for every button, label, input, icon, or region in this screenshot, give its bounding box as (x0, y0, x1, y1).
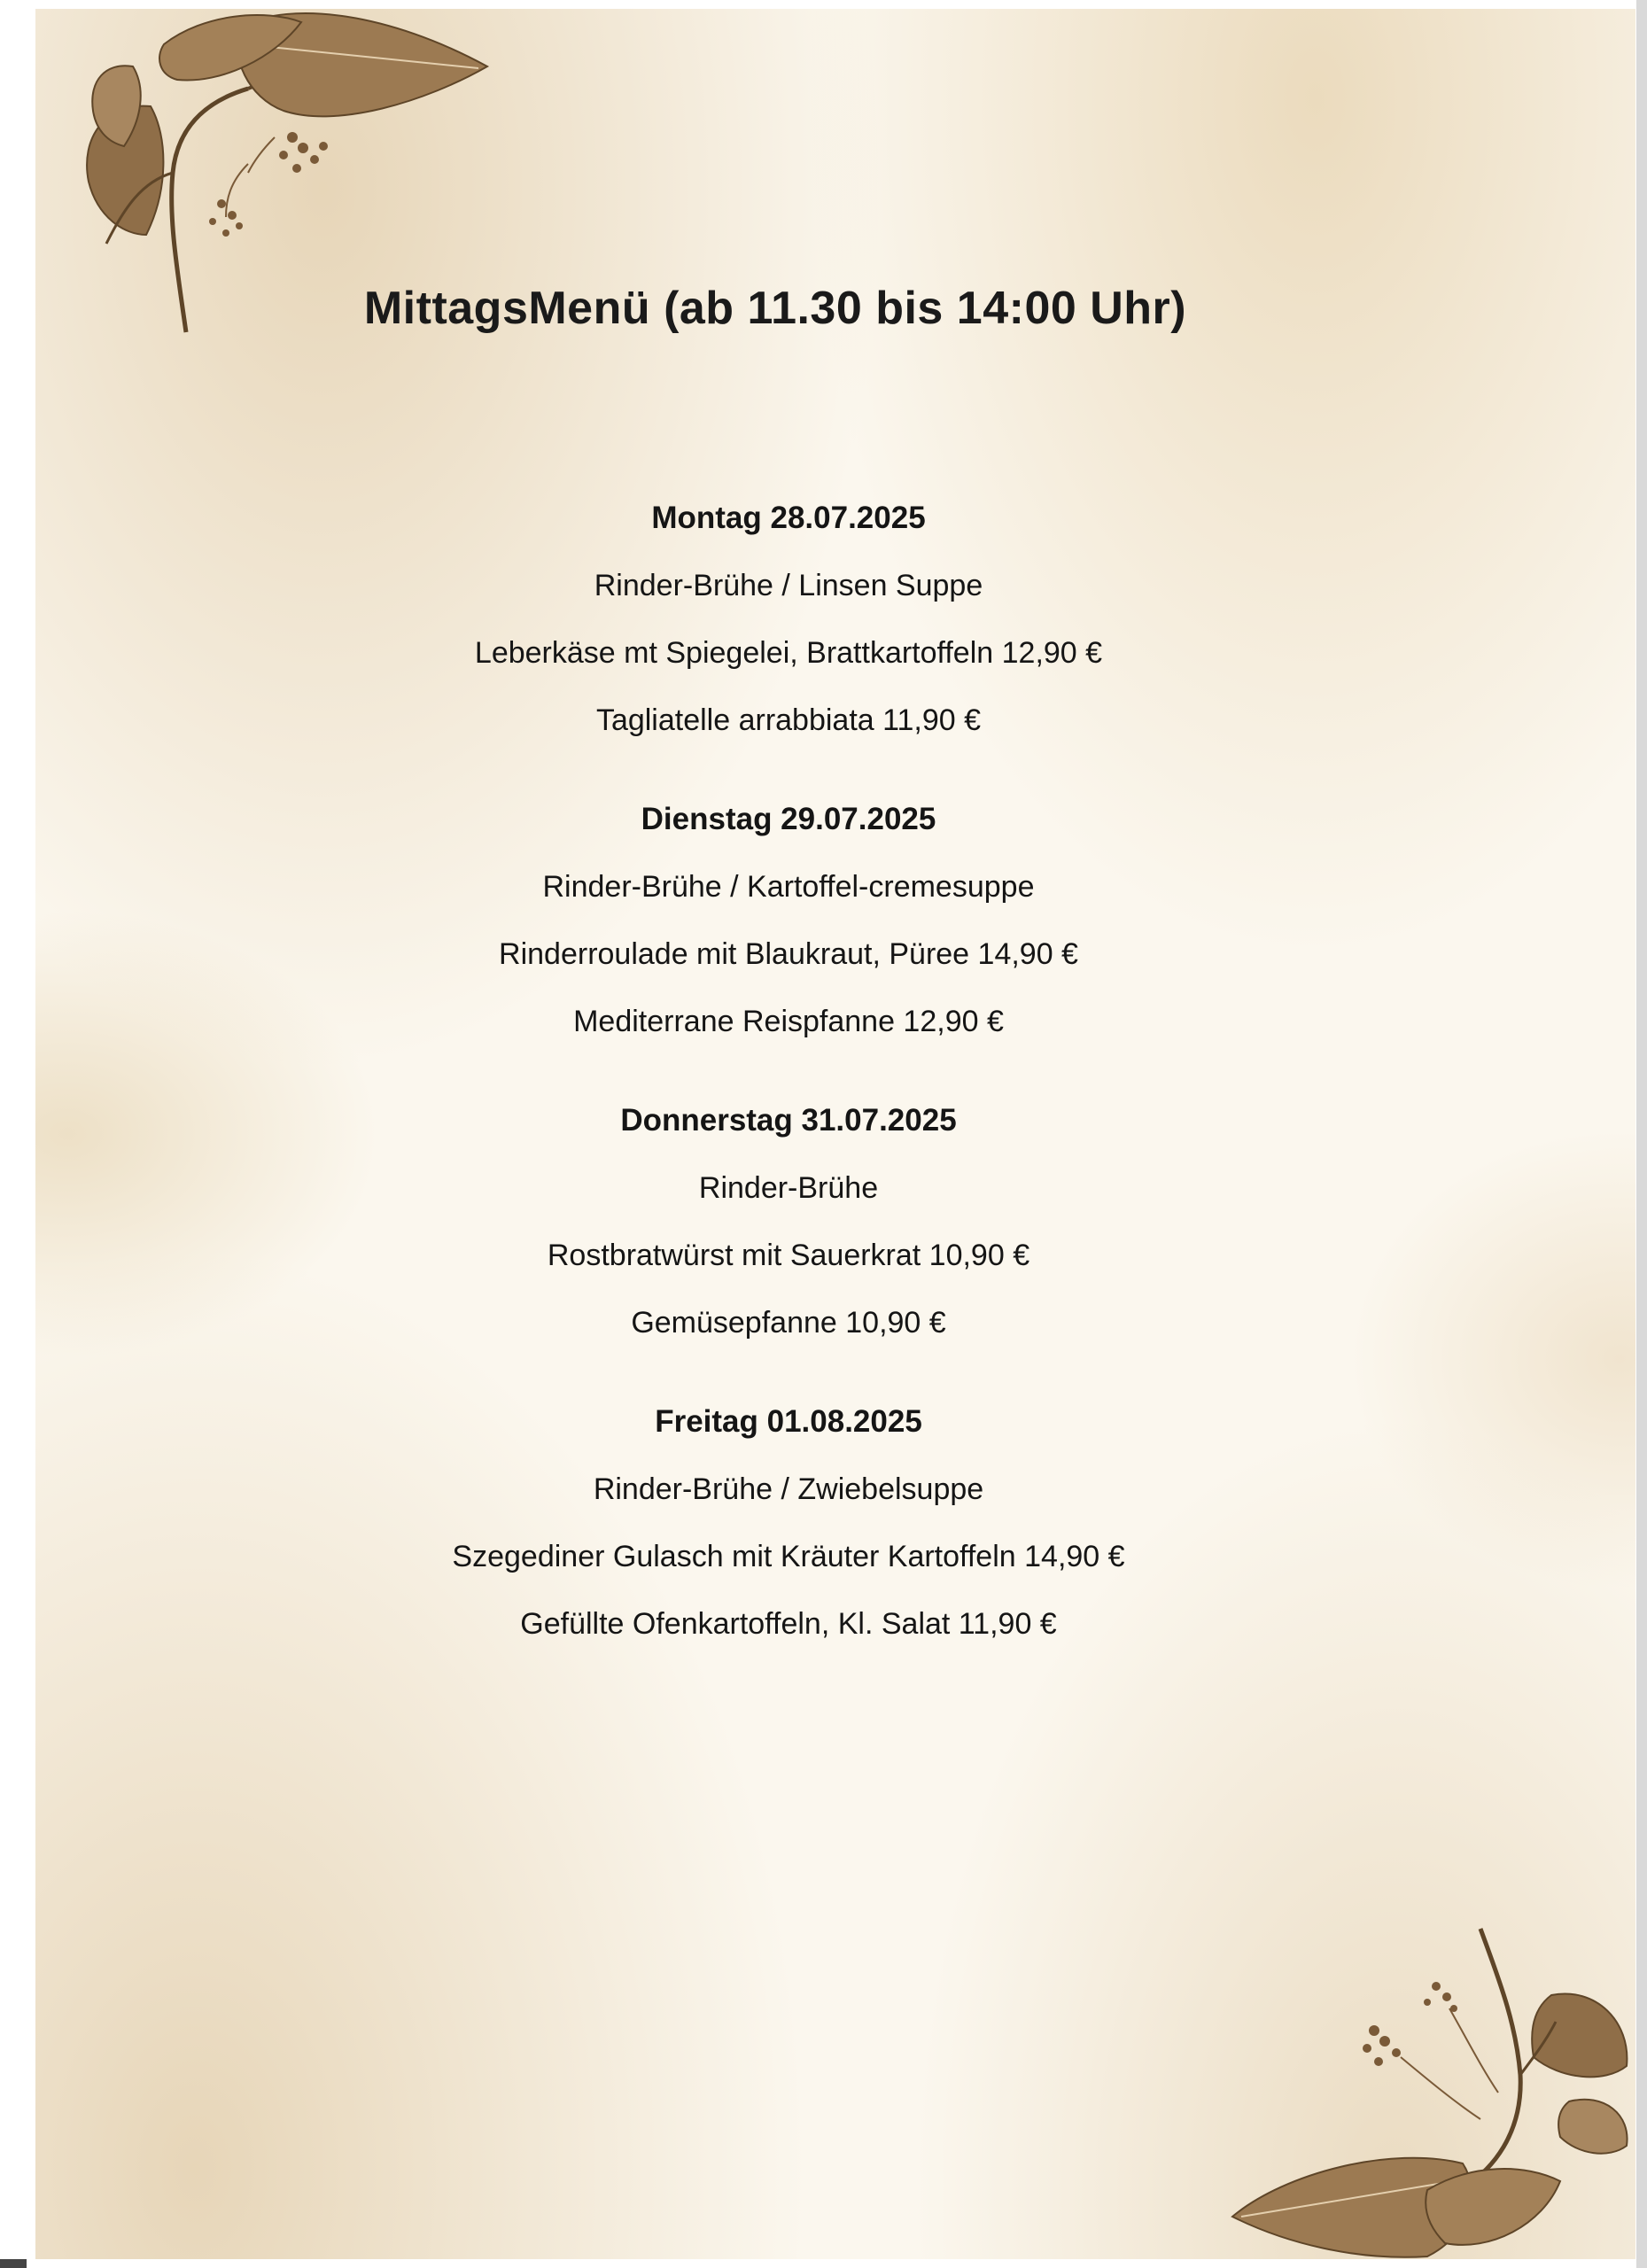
day-heading: Donnerstag 31.07.2025 (620, 1103, 957, 1138)
weekly-menu (0, 501, 1577, 1705)
day-heading: Dienstag 29.07.2025 (641, 802, 936, 836)
scan-mark (0, 2259, 27, 2268)
dish-item: Rinder-Brühe (698, 1171, 879, 1205)
day-heading: Montag 28.07.2025 (651, 501, 926, 535)
dish-item: Leberkäse mt Spiegelei, Brattkartoffeln 12,90 € (474, 636, 1103, 670)
day-heading: Freitag 01.08.2025 (655, 1404, 922, 1439)
dish-item: Rinder-Brühe / Linsen Suppe (594, 569, 983, 602)
day-section-tuesday (0, 802, 1577, 1039)
day-section-monday (0, 501, 1577, 738)
dish-item: Tagliatelle arrabbiata 11,90 € (595, 703, 982, 737)
day-section-friday (0, 1404, 1577, 1642)
dish-item: Gefüllte Ofenkartoffeln, Kl. Salat 11,90 € (520, 1607, 1057, 1641)
dish-item: Mediterrane Reispfanne 12,90 € (573, 1005, 1004, 1038)
dish-item: Gemüsepfanne 10,90 € (631, 1306, 946, 1340)
day-section-thursday (0, 1103, 1577, 1340)
dish-item: Szegediner Gulasch mit Kräuter Kartoffeln 14,90 € (452, 1540, 1125, 1573)
dish-item: Rinder-Brühe / Kartoffel-cremesuppe (542, 870, 1035, 904)
page-title: MittagsMenü (ab 11.30 bis 14:00 Uhr) (363, 283, 1187, 334)
leaf-branch-icon (1215, 1924, 1640, 2261)
dish-item: Rinder-Brühe / Zwiebelsuppe (593, 1472, 984, 1506)
dish-item: Rostbratwürst mit Sauerkrat 10,90 € (547, 1239, 1030, 1272)
dish-item: Rinderroulade mit Blaukraut, Püree 14,90 € (499, 937, 1078, 971)
